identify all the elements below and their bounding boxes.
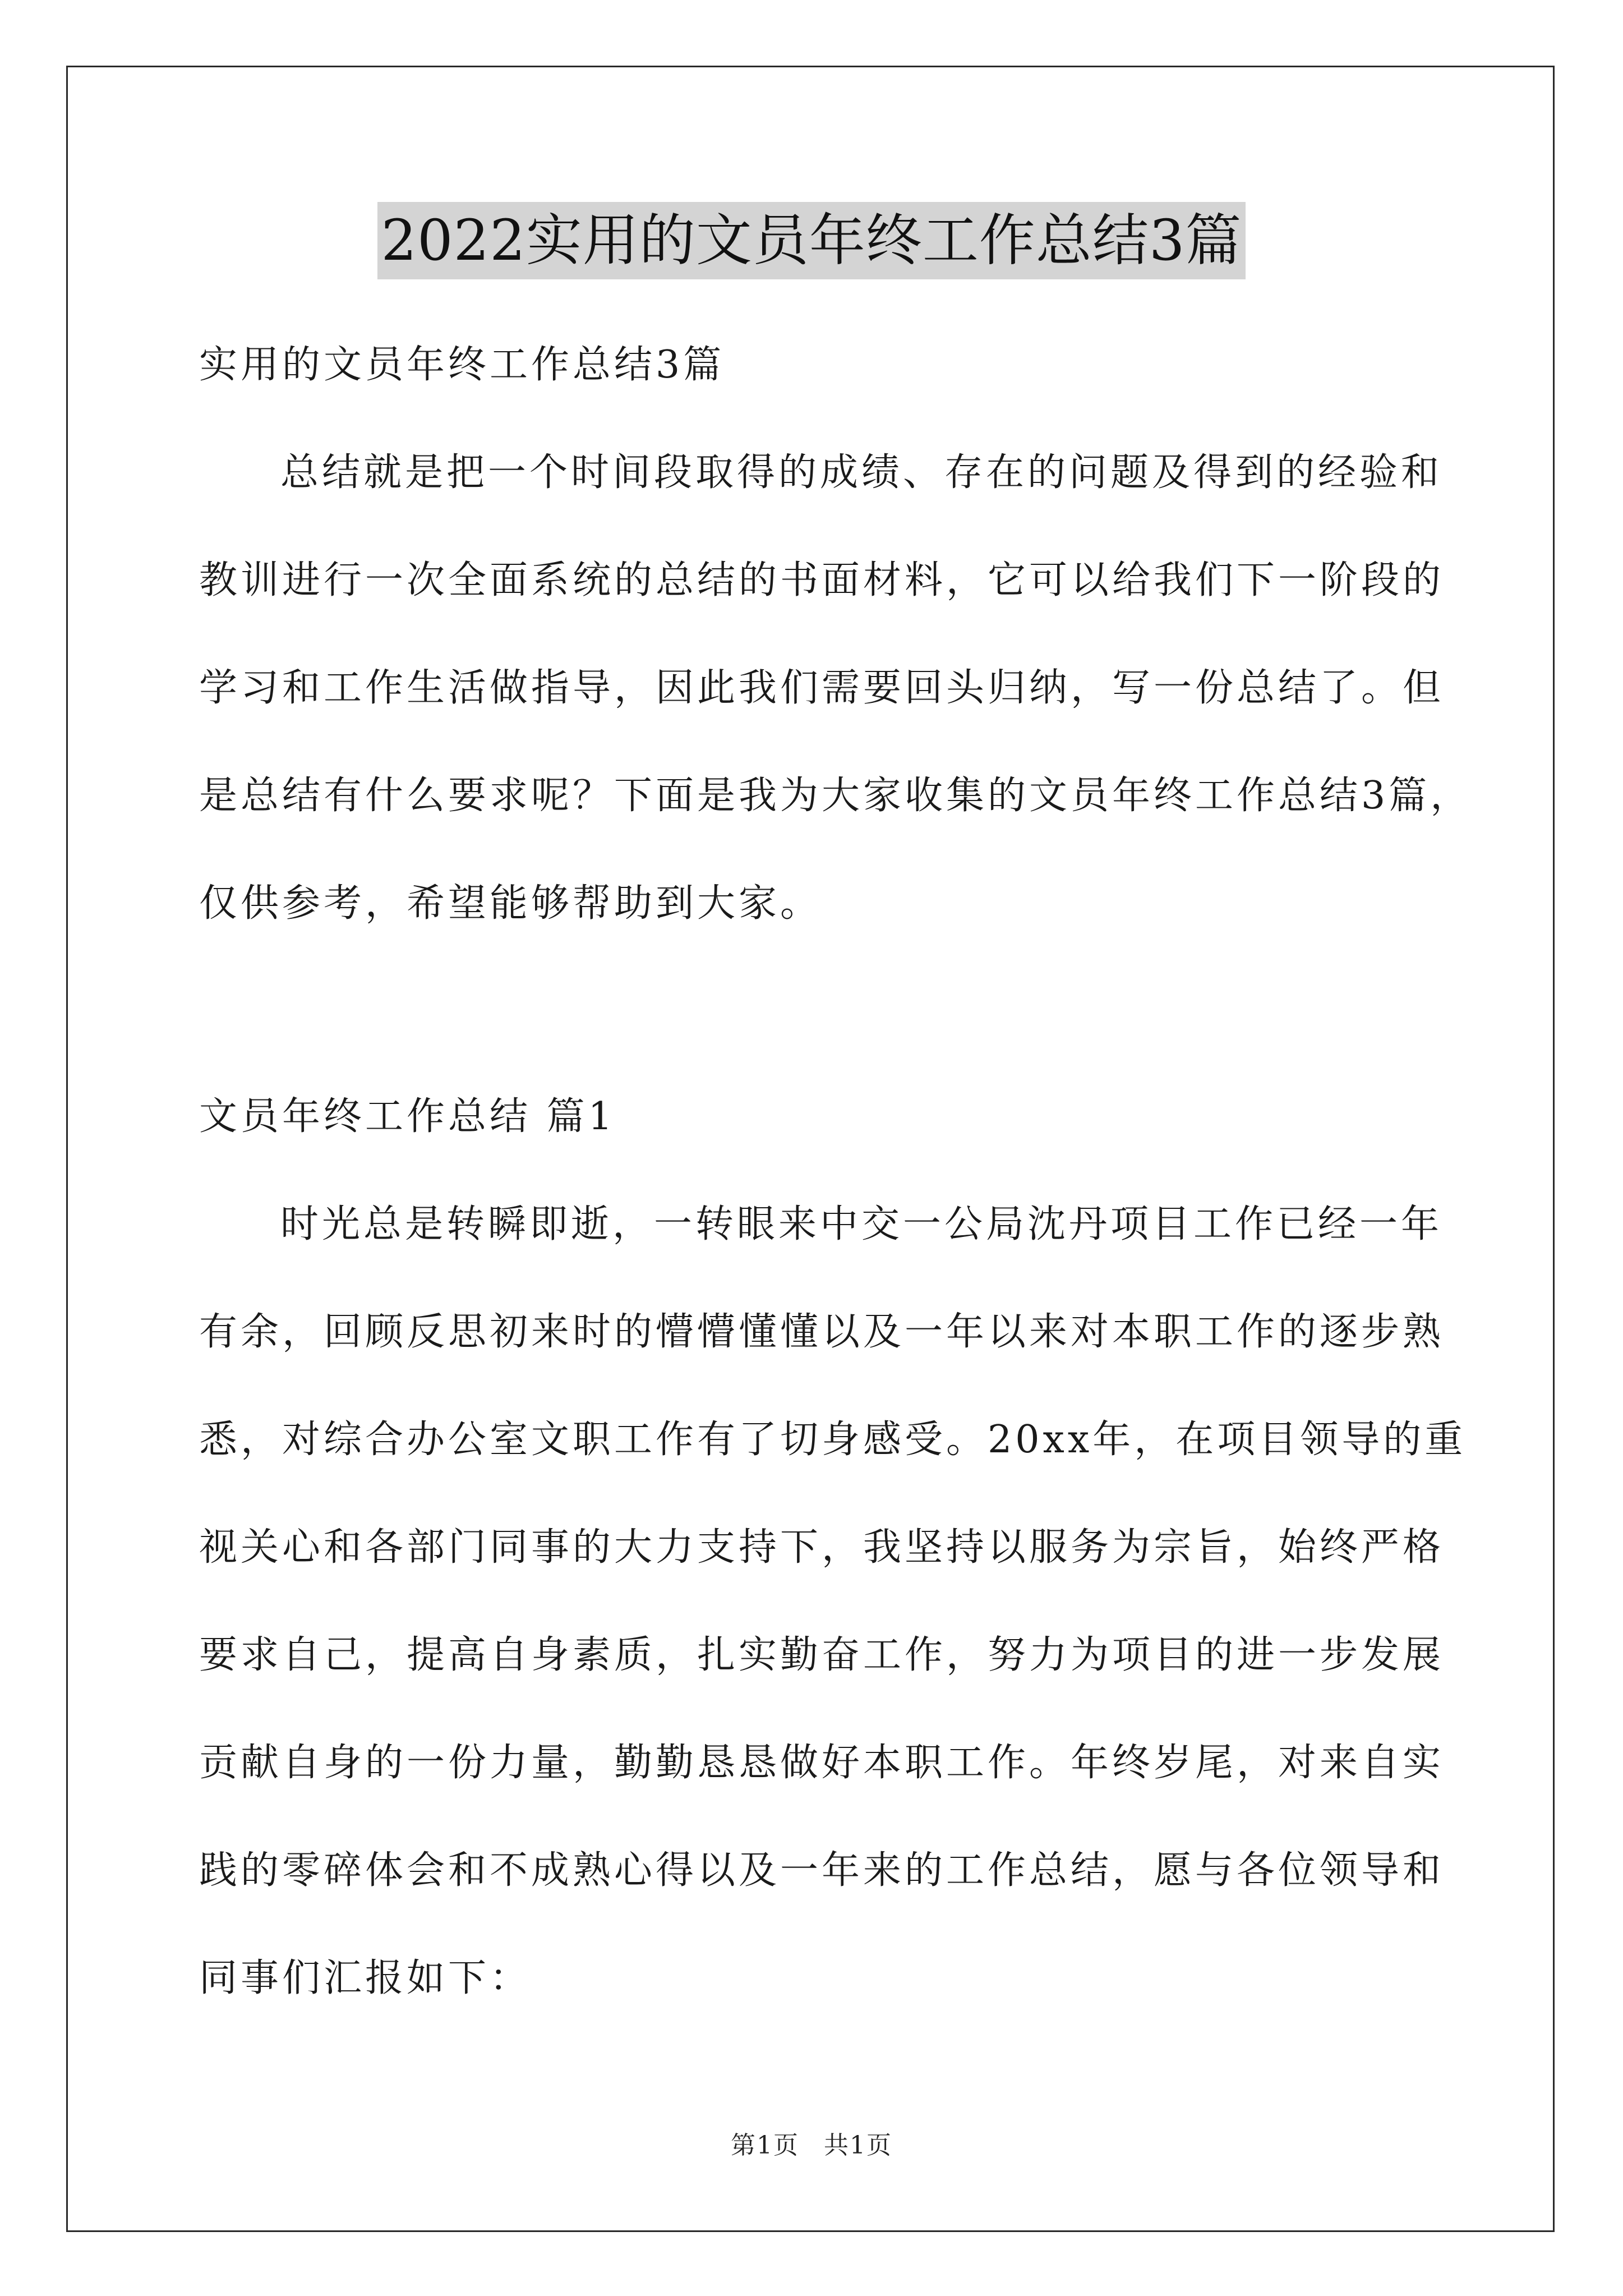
body-line: 时光总是转瞬即逝，一转眼来中交一公局沈丹项目工作已经一年 xyxy=(280,1202,1443,1246)
body-line: 悉，对综合办公室文职工作有了切身感受。20xx年，在项目领导的重 xyxy=(199,1418,1467,1462)
section-heading: 文员年终工作总结 篇1 xyxy=(199,1094,616,1139)
page-number-current: 第1页 xyxy=(731,2131,799,2160)
body-line: 要求自己，提高自身素质，扎实勤奋工作，努力为项目的进一步发展 xyxy=(199,1633,1445,1677)
body-line: 同事们汇报如下： xyxy=(199,1956,532,2000)
page-footer xyxy=(0,2129,1623,2162)
intro-line: 学习和工作生活做指导，因此我们需要回头归纳，写一份总结了。但 xyxy=(199,666,1445,710)
intro-line: 教训进行一次全面系统的总结的书面材料，它可以给我们下一阶段的 xyxy=(199,558,1445,602)
subtitle: 实用的文员年终工作总结3篇 xyxy=(199,343,725,387)
intro-line: 总结就是把一个时间段取得的成绩、存在的问题及得到的经验和 xyxy=(280,450,1443,495)
section-gap xyxy=(199,958,1455,1063)
intro-line: 是总结有什么要求呢？下面是我为大家收集的文员年终工作总结3篇， xyxy=(199,774,1472,818)
document-body xyxy=(199,311,1472,2032)
intro-line: 仅供参考，希望能够帮助到大家。 xyxy=(199,881,822,926)
body-line: 视关心和各部门同事的大力支持下，我坚持以服务为宗旨，始终严格 xyxy=(199,1525,1445,1570)
body-line: 践的零碎体会和不成熟心得以及一年来的工作总结，愿与各位领导和 xyxy=(199,1848,1445,1893)
body-line: 有余，回顾反思初来时的懵懵懂懂以及一年以来对本职工作的逐步熟 xyxy=(199,1310,1445,1354)
title-container xyxy=(0,202,1623,279)
page-number-total: 共1页 xyxy=(824,2131,892,2160)
body-line: 贡献自身的一份力量，勤勤恳恳做好本职工作。年终岁尾，对来自实 xyxy=(199,1741,1445,1785)
document-title: 2022实用的文员年终工作总结3篇 xyxy=(377,202,1245,279)
